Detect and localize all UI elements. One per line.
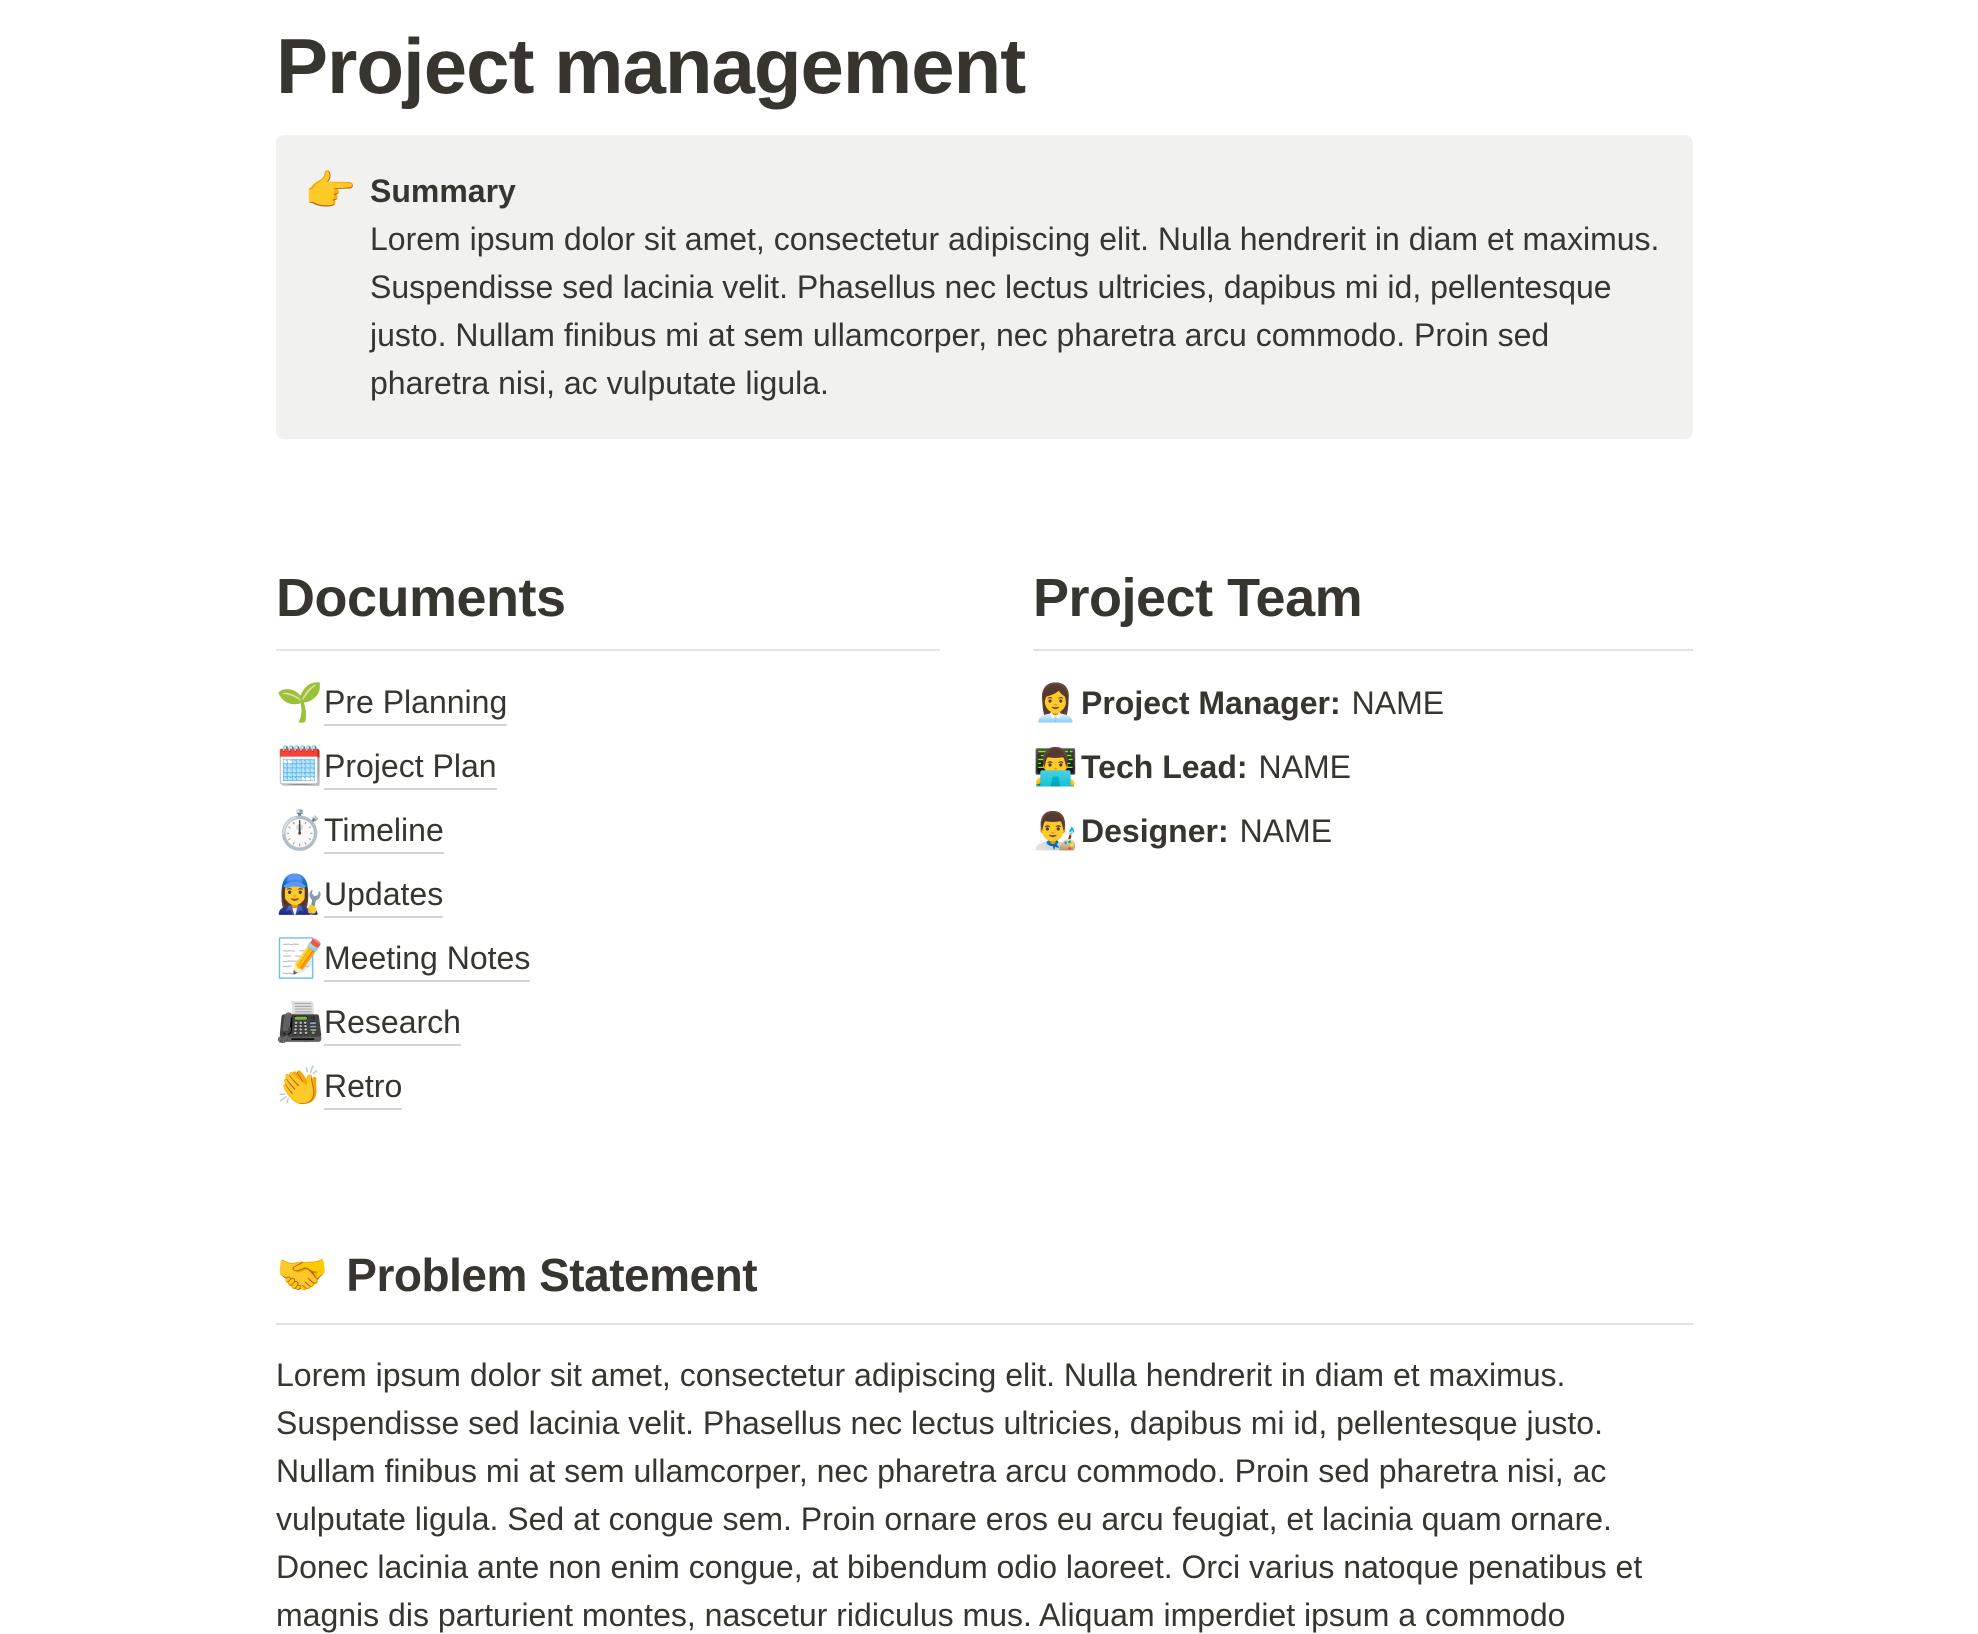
project-team-column (1033, 563, 1693, 1127)
doc-link-label[interactable]: Meeting Notes (324, 936, 530, 982)
doc-link-label[interactable]: Research (324, 1000, 461, 1046)
column-gap (940, 563, 1033, 1127)
summary-heading: Summary (370, 173, 516, 209)
documents-column (276, 563, 940, 1127)
team-member-name: NAME (1239, 812, 1333, 849)
doc-link-meeting-notes[interactable] (276, 935, 940, 983)
team-role-label: Tech Lead: (1081, 748, 1248, 785)
project-team-heading: Project Team (1033, 568, 1363, 628)
doc-link-research[interactable] (276, 999, 940, 1047)
clapping-hands-icon: 👏 (276, 1066, 324, 1108)
doc-link-label[interactable]: Retro (324, 1064, 402, 1110)
summary-callout-body (370, 167, 1661, 407)
columns-section (276, 563, 1693, 1127)
doc-link-label[interactable]: Updates (324, 872, 443, 918)
doc-link-label[interactable]: Pre Planning (324, 680, 507, 726)
doc-link-project-plan[interactable] (276, 743, 940, 791)
team-member-name: NAME (1351, 684, 1445, 721)
doc-link-pre-planning[interactable] (276, 679, 940, 727)
doc-link-label[interactable]: Timeline (324, 808, 444, 854)
handshake-icon: 🤝 (276, 1251, 329, 1298)
documents-divider (276, 649, 940, 651)
doc-link-retro[interactable] (276, 1063, 940, 1111)
memo-icon: 📝 (276, 938, 324, 980)
team-row-designer (1033, 807, 1693, 855)
project-team-divider (1033, 649, 1693, 651)
woman-mechanic-icon: 👩‍🔧 (276, 874, 324, 916)
problem-statement-section (276, 1245, 1693, 1634)
problem-statement-title: Problem Statement (346, 1249, 758, 1301)
summary-text: Lorem ipsum dolor sit amet, consectetur adipiscing elit. Nulla hendrerit in diam et maximus. Suspendisse sed lacinia velit. Phasellus nec lectus ultricies, dapibus mi id, pellentesque justo. Nullam finibus mi at sem ullamcorper, nec pharetra arcu commodo. Proin sed pharetra nisi, ac vulputate ligula. (370, 221, 1660, 401)
documents-heading: Documents (276, 568, 566, 628)
team-row-project-manager (1033, 679, 1693, 727)
problem-statement-divider (276, 1323, 1693, 1325)
woman-office-worker-icon: 👩‍💼 (1033, 682, 1078, 723)
problem-statement-text: Lorem ipsum dolor sit amet, consectetur adipiscing elit. Nulla hendrerit in diam et maximus. Suspendisse sed lacinia velit. Phasellus nec lectus ultricies, dapibus mi id, pellentesque justo. Nullam finibus mi at sem ullamcorper, nec pharetra arcu commodo. Proin sed pharetra nisi, ac vulputate ligula. Sed at congue sem. Proin ornare eros eu arcu feugiat, et lacinia quam ornare. Donec lacinia ante non enim congue, at bibendum odio laoreet. Orci varius natoque penatibus et magnis dis parturient montes, nascetur ridiculus mus. Aliquam imperdiet ipsum a commodo (276, 1357, 1643, 1633)
page-title: Project management (276, 22, 1026, 110)
team-role-label: Designer: (1081, 812, 1229, 849)
fax-machine-icon: 📠 (276, 1002, 324, 1044)
man-technologist-icon: 👨‍💻 (1033, 746, 1078, 787)
doc-link-updates[interactable] (276, 871, 940, 919)
team-row-tech-lead (1033, 743, 1693, 791)
doc-link-timeline[interactable] (276, 807, 940, 855)
pointing-right-icon: 👉 (304, 167, 357, 214)
problem-statement-heading (276, 1245, 1693, 1305)
stopwatch-icon: ⏱️ (276, 810, 324, 852)
team-member-name: NAME (1258, 748, 1351, 785)
seedling-icon: 🌱 (276, 682, 324, 724)
summary-callout (276, 135, 1693, 439)
spiral-calendar-icon: 🗓️ (276, 746, 324, 788)
doc-link-label[interactable]: Project Plan (324, 744, 497, 790)
man-artist-icon: 👨‍🎨 (1033, 810, 1078, 851)
team-role-label: Project Manager: (1081, 684, 1341, 721)
